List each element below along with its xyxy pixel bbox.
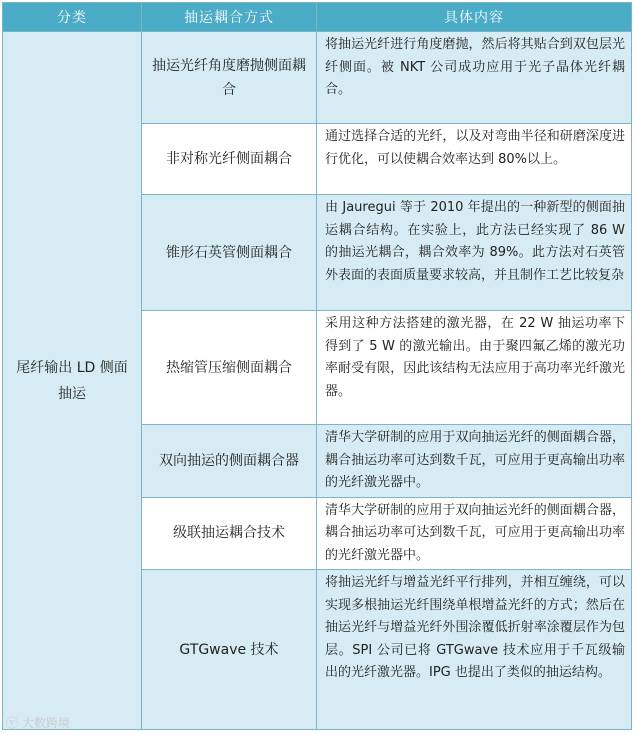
method-cell: GTGwave 技术 (142, 570, 317, 730)
method-cell: 抽运光纤角度磨抛侧面耦合 (142, 32, 317, 124)
table-row (3, 32, 632, 124)
category-cell: 尾纤输出 LD 侧面抽运 (3, 32, 142, 730)
content-cell: 清华大学研制的应用于双向抽运光纤的侧面耦合器，耦合抽运功率可达到数千瓦，可应用于更高输出功率的光纤激光器中。 (317, 497, 632, 570)
method-cell: 级联抽运耦合技术 (142, 497, 317, 570)
table-header-row (3, 3, 632, 32)
watermark (6, 714, 70, 731)
method-cell: 锥形石英管侧面耦合 (142, 195, 317, 311)
header-category: 分类 (3, 3, 142, 32)
watermark-text: 大数跨境 (21, 716, 70, 730)
content-cell: 清华大学研制的应用于双向抽运光纤的侧面耦合器，耦合抽运功率可达到数千瓦，可应用于更高输出功率的光纤激光器中。 (317, 425, 632, 498)
classification-table (2, 2, 632, 730)
method-cell: 热缩管压缩侧面耦合 (142, 311, 317, 425)
header-method: 抽运耦合方式 (142, 3, 317, 32)
content-cell: 采用这种方法搭建的激光器，在 22 W 抽运功率下得到了 5 W 的激光输出。由于聚四氟乙烯的激光功率耐受有限，因此该结构无法应用于高功率光纤激光器。 (317, 311, 632, 425)
method-cell: 非对称光纤侧面耦合 (142, 124, 317, 195)
content-cell: 通过选择合适的光纤，以及对弯曲半径和研磨深度进行优化，可以使耦合效率达到 80%以上。 (317, 124, 632, 195)
content-cell: 将抽运光纤进行角度磨抛，然后将其贴合到双包层光纤侧面。被 NKT 公司成功应用于光子晶体光纤耦合。 (317, 32, 632, 124)
watermark-logo-icon: ⓥ (6, 716, 19, 730)
header-content: 具体内容 (317, 3, 632, 32)
method-cell: 双向抽运的侧面耦合器 (142, 425, 317, 498)
content-cell: 由 Jauregui 等于 2010 年提出的一种新型的侧面抽运耦合结构。在实验上，此方法已经实现了 86 W 的抽运光耦合，耦合效率为 89%。此方法对石英管外表面的表面质量要求较高，并且制作工艺比较复杂 (317, 195, 632, 311)
content-cell: 将抽运光纤与增益光纤平行排列，并相互缠绕，可以实现多根抽运光纤围绕单根增益光纤的方式；然后在抽运光纤与增益光纤外围涂覆低折射率涂覆层作为包层。SPI 公司已将 GTGwave 技术应用于千瓦级输出的光纤激光器。IPG 也提出了类似的抽运结构。 (317, 570, 632, 730)
